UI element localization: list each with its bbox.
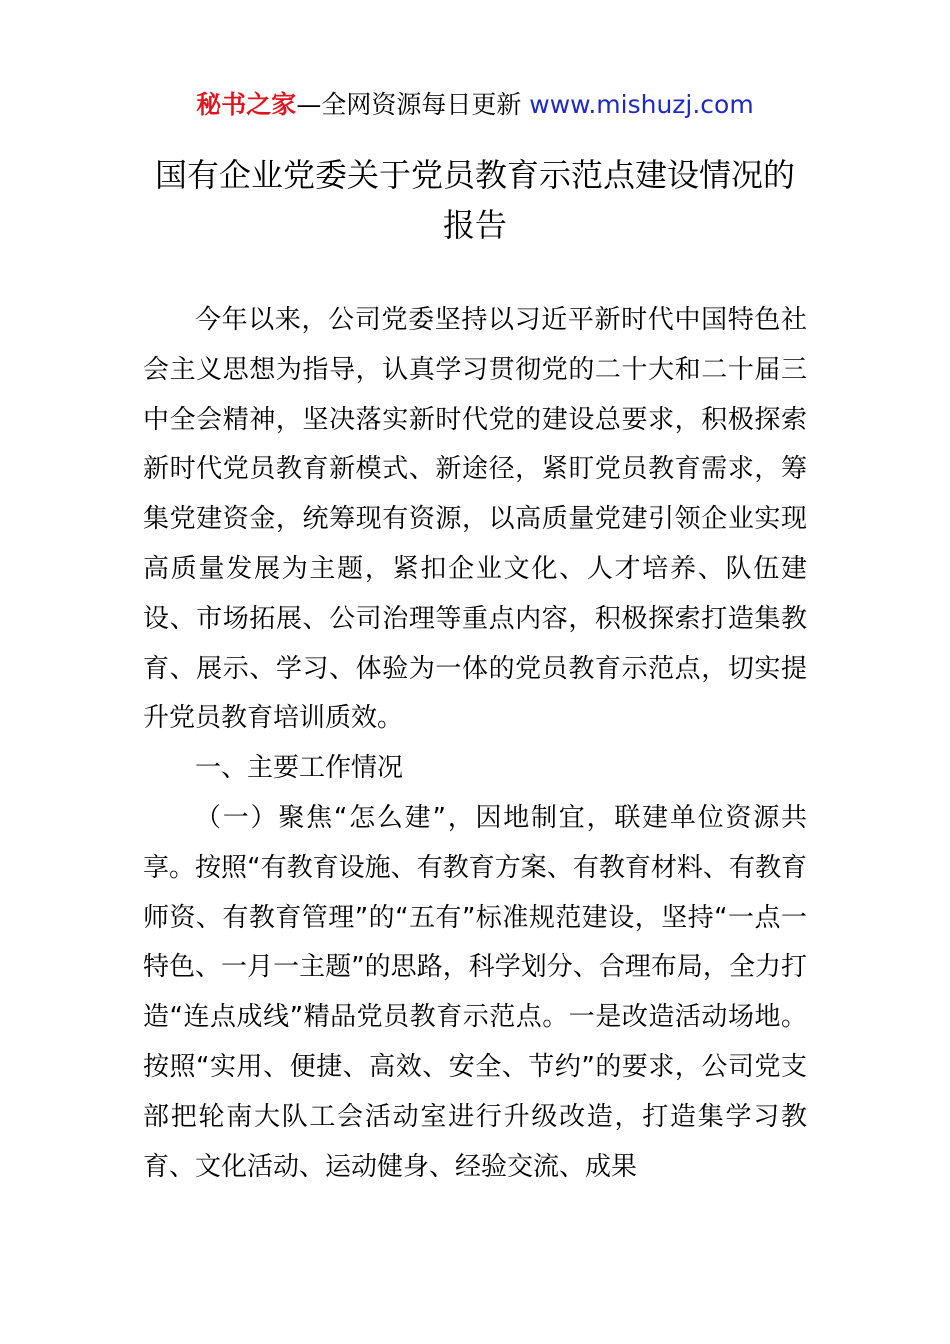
site-url-link[interactable]: www.mishuzj.com (529, 90, 754, 119)
paragraph-section-1: （一）聚焦“怎么建”，因地制宜，联建单位资源共享。按照“有教育设施、有教育方案、有教育材料、有教育师资、有教育管理”的“五有”标准规范建设，坚持“一点一特色、一月一主题”的思路，科学划分、合理布局，全力打造“连点成线”精品党员教育示范点。一是改造活动场地。按照“实用、便捷、高效、安全、节约”的要求，公司党支部把轮南大队工会活动室进行升级改造，打造集学习教育、文化活动、运动健身、经验交流、成果 (143, 802, 807, 1182)
document-title-line-2: 报告 (442, 206, 507, 244)
paragraph-intro: 今年以来，公司党委坚持以习近平新时代中国特色社会主义思想为指导，认真学习贯彻党的二十大和二十届三中全会精神，坚决落实新时代党的建设总要求，积极探索新时代党员教育新模式、新途径，紧盯党员教育需求，筹集党建资金，统筹现有资源，以高质量党建引领企业实现高质量发展为主题，紧扣企业文化、人才培养、队伍建设、市场拓展、公司治理等重点内容，积极探索打造集教育、展示、学习、体验为一体的党员教育示范点，切实提升党员教育培训质效。 (143, 305, 807, 734)
site-header (0, 88, 950, 122)
section-heading: 一、主要工作情况 (195, 753, 404, 784)
site-slogan: —全网资源每日更新 (296, 90, 522, 119)
site-name: 秘书之家 (196, 90, 297, 119)
document-title (0, 150, 950, 250)
document-title-line-1: 国有企业党委关于党员教育示范点建设情况的 (154, 156, 795, 194)
document-body (143, 296, 807, 1192)
